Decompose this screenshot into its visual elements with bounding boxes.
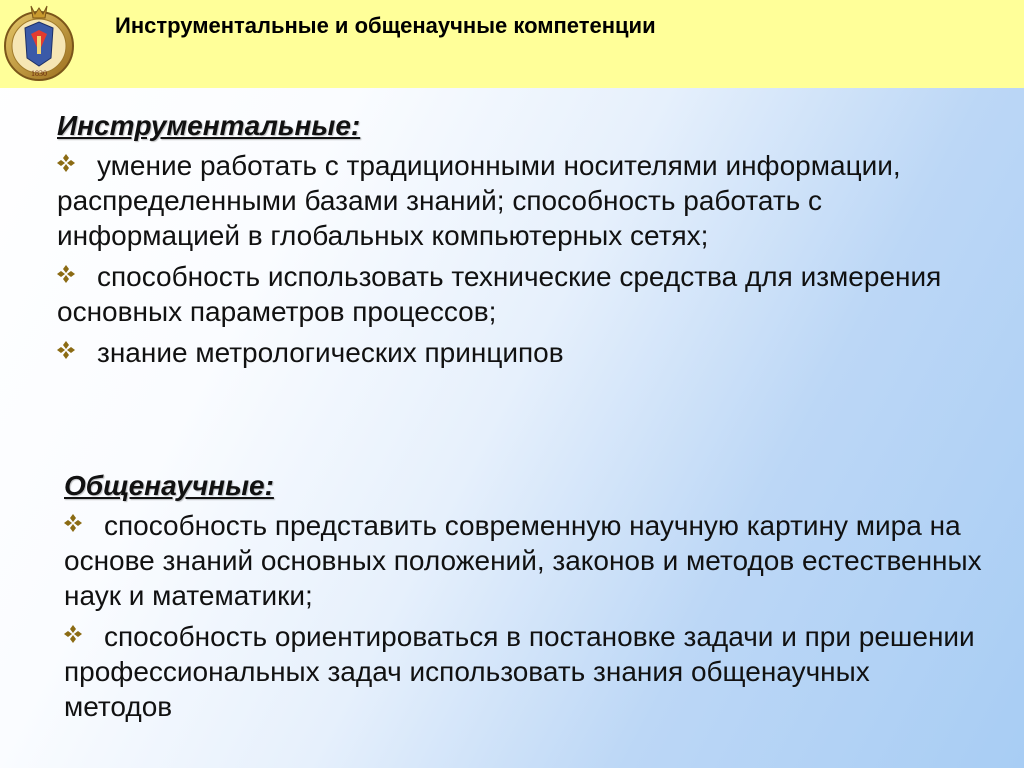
list-item-text: способность использовать технические средства для измерения основных параметров процессов;: [57, 261, 942, 327]
list-item: [57, 148, 987, 253]
list-item-text: знание метрологических принципов: [97, 337, 564, 368]
list-item: [57, 259, 987, 329]
section-general-science: [64, 470, 984, 724]
university-crest-icon: [1, 0, 77, 88]
section-heading: Общенаучные:: [64, 470, 274, 501]
list-item: [57, 335, 987, 370]
emblem-year: 1830: [31, 69, 47, 78]
list-item-text: способность ориентироваться в постановке задачи и при решении профессиональных задач использовать знания общенаучных методов: [64, 621, 975, 722]
section-instrumental: [57, 110, 987, 370]
diamond-bullet-icon: [57, 265, 75, 283]
page-title: Инструментальные и общенаучные компетенции: [115, 13, 656, 38]
list-item: [64, 619, 984, 724]
diamond-bullet-icon: [57, 341, 75, 359]
title-bar: [0, 0, 1024, 88]
diamond-bullet-icon: [64, 625, 82, 643]
section-heading: Инструментальные:: [57, 110, 361, 141]
list-item-text: умение работать с традиционными носителями информации, распределенными базами знаний; способность работать с информацией в глобальных компьютерных сетях;: [57, 150, 901, 251]
list-item: [64, 508, 984, 613]
list-item-text: способность представить современную научную картину мира на основе знаний основных положений, законов и методов естественных наук и математики;: [64, 510, 982, 611]
diamond-bullet-icon: [57, 154, 75, 172]
diamond-bullet-icon: [64, 514, 82, 532]
